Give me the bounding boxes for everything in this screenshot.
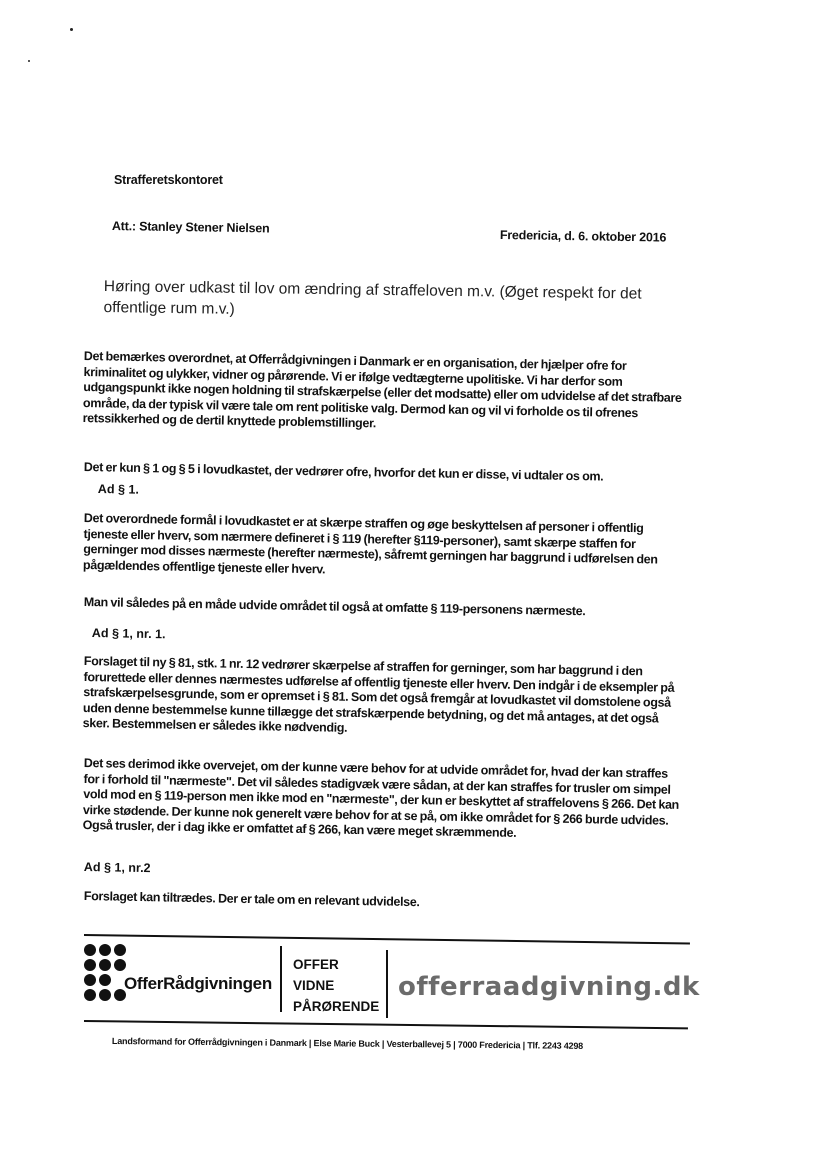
- attention-line: Att.: Stanley Stener Nielsen: [111, 219, 270, 236]
- recipient-office: Strafferetskontoret: [114, 173, 223, 187]
- footer-top-rule: [84, 934, 690, 944]
- paragraph-conclusion: Forslaget kan tiltrædes. Der er tale om en relevant udvidelse.: [83, 889, 420, 910]
- paragraph-purpose: Det overordnede formål i lovudkastet er at skærpe straffen og øge beskyttelsen af personer i offentlig tjeneste eller hverv, som nærmere defineret i § 119 (herefter §119-personer), samt skærpe staffen for gerninger mod disses nærmeste (herefter nærmeste), såfremt gerningen har baggrund i udførelsen den pågældendes offentlige tjeneste eller hverv.: [82, 511, 658, 577]
- letter-subject: Høring over udkast til lov om ændring af straffeloven m.v. (Øget respekt for det offentlige rum m.v.): [103, 277, 642, 318]
- footer-roles: [293, 954, 379, 1017]
- paragraph-proposal-81: Forslaget til ny § 81, stk. 1 nr. 12 vedrører skærpelse af straffen for gerninger, som har baggrund i den forurettede eller dennes nærmestes udførelse af offentlig tjeneste eller hverv. Den indgår i de eksempler på strafskærpelsesgrunde, som er opremset i § 81. Som det også fremgår at lovudkastet vil domstolene også uden denne bestemmelse kunne tillægge det strafskærpende betydning, og det må antages, at det også sker. Bestemmelsen er således ikke nødvendig.: [82, 654, 675, 736]
- scan-speck: [28, 60, 30, 62]
- subheading-ad-1-nr-1: Ad § 1, nr. 1.: [91, 626, 166, 642]
- logo-name: OfferRådgivningen: [124, 974, 272, 993]
- website-text: offerraadgivning.dk: [398, 972, 700, 1002]
- paragraph-scope: Det er kun § 1 og § 5 i lovudkastet, der vedrører ofre, hvorfor det kun er disse, vi udtaler os om.: [83, 460, 604, 484]
- scan-speck: [70, 28, 73, 31]
- footer-bottom-rule: [84, 1020, 688, 1029]
- offerraadgivning-logo-icon: [84, 944, 128, 1004]
- paragraph-nearest: Det ses derimod ikke overvejet, om der kunne være behov for at udvide området for, hvad der kan straffes for i forhold til "nærmeste". Det vil således stadigvæk være sådan, at der kan straffes for trusler om simpel vold mod en § 119-person men ikke mod en "nærmeste", der kun er beskyttet af straffelovens § 266. Det kan virke stødende. Der kunne nok generelt være behov for at se på, om ikke området for § 266 burde udvides. Også trusler, der i dag ikke er omfattet af § 266, kan være meget skræmmende.: [82, 756, 680, 841]
- role-vidne: VIDNE: [293, 978, 335, 993]
- footer-address: Landsformand for Offerrådgivningen i Danmark | Else Marie Buck | Vesterballevej 5 | 7000 Fredericia | Tlf. 2243 4298: [111, 1036, 584, 1051]
- role-offer: OFFER: [293, 957, 339, 972]
- paragraph-intro: Det bemærkes overordnet, at Offerrådgivningen i Danmark er en organisation, der hjælper ofre for kriminalitet og ulykker, vidner og pårørende. Vi er ifølge vedtægterne upolitiske. Vi har derfor som udgangspunkt ikke nogen holdning til strafskærpelse (eller det modsatte) eller om udvidelse af det strafbare område, da der typisk vil være tale om rent politiske valg. Dermod kan og vil vi forholde os til ofrenes retssikkerhed og de dertil knyttede problemstillinger.: [82, 349, 682, 431]
- role-paaroerende: PÅRØRENDE: [293, 999, 380, 1014]
- subheading-ad-1-nr-2: Ad § 1, nr.2: [83, 860, 151, 876]
- footer-divider: [386, 950, 388, 1018]
- paragraph-extend: Man vil således på en måde udvide området til også at omfatte § 119-personens nærmeste.: [83, 595, 586, 619]
- subheading-ad-1: Ad § 1.: [97, 482, 139, 497]
- place-date: Fredericia, d. 6. oktober 2016: [499, 228, 667, 245]
- footer-divider: [280, 946, 282, 1012]
